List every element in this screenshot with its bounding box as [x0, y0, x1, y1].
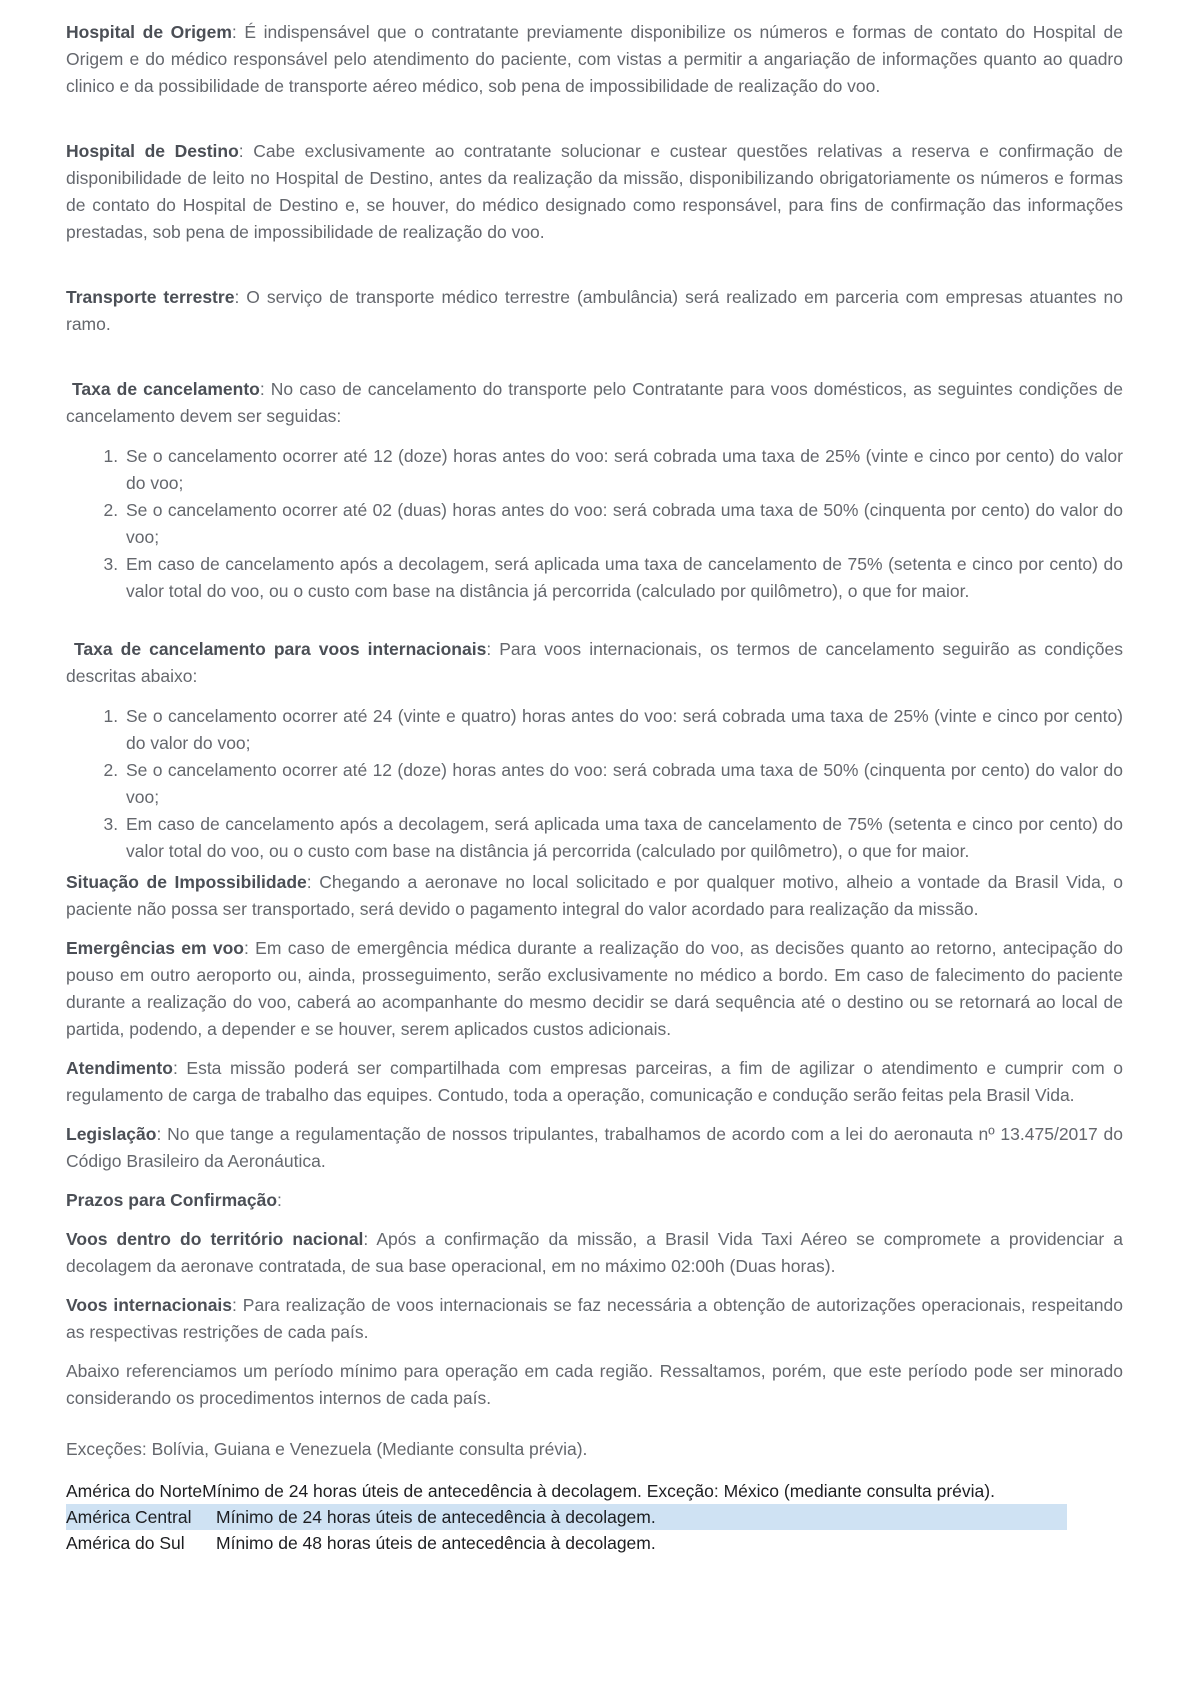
paragraph-atendimento [66, 1055, 1123, 1109]
section-body-periodo-regioes: Abaixo referenciamos um período mínimo para operação em cada região. Ressaltamos, porém, que este período pode ser minorado considerando os procedimentos internos de cada país. [66, 1361, 1123, 1408]
paragraph-transporte-terrestre [66, 284, 1123, 338]
paragraph-hospital-origem [66, 19, 1123, 100]
section-label-situacao-impossibilidade: Situação de Impossibilidade [66, 872, 307, 892]
paragraph-taxa-cancelamento [66, 376, 1123, 430]
section-body-situacao-impossibilidade: : Chegando a aeronave no local solicitado e por qualquer motivo, alheio a vontade da Brasil Vida, o paciente não possa ser transportado, será devido o pagamento integral do valor acordado para realização da missão. [66, 872, 1123, 919]
section-body-excecoes: Exceções: Bolívia, Guiana e Venezuela (Mediante consulta prévia). [66, 1439, 588, 1459]
section-body-voos-internacionais: : Para realização de voos internacionais se faz necessária a obtenção de autorizações operacionais, respeitando as respectivas restrições de cada país. [66, 1295, 1123, 1342]
paragraph-situacao-impossibilidade [66, 869, 1123, 923]
detail-cell: Mínimo de 24 horas úteis de antecedência à decolagem. Exceção: México (mediante consulta prévia). [202, 1480, 995, 1501]
cancel-list-international [66, 703, 1123, 865]
section-body-emergencias-voo: : Em caso de emergência médica durante a realização do voo, as decisões quanto ao retorno, antecipação do pouso em outro aeroporto ou, ainda, prosseguimento, serão exclusivamente no médico a bordo. Em caso de falecimento do paciente durante a realização do voo, caberá ao acompanhante do mesmo decidir se dará sequência até o destino ou se retornará ao local de partida, podendo, a depender e se houver, serem aplicados custos adicionais. [66, 938, 1123, 1039]
detail-cell: Mínimo de 48 horas úteis de antecedência à decolagem. [216, 1532, 656, 1553]
paragraph-voos-internacionais [66, 1292, 1123, 1346]
section-body-taxa-cancelamento-internacional: : Para voos internacionais, os termos de cancelamento seguirão as condições descritas abaixo: [66, 639, 1123, 686]
section-label-voos-nacionais: Voos dentro do território nacional [66, 1229, 364, 1249]
section-body-voos-nacionais: : Após a confirmação da missão, a Brasil Vida Taxi Aéreo se compromete a providenciar a decolagem da aeronave contratada, de sua base operacional, em no máximo 02:00h (Duas horas). [66, 1229, 1124, 1276]
section-label-hospital-origem: Hospital de Origem [66, 22, 232, 42]
detail-cell: Mínimo de 24 horas úteis de antecedência à decolagem. [216, 1506, 656, 1527]
paragraph-excecoes [66, 1436, 1123, 1463]
table-row-america-do-sul [66, 1530, 1067, 1556]
regions-table [66, 1478, 1067, 1556]
cancel-list-domestic [66, 443, 1123, 605]
section-body-legislacao: : No que tange a regulamentação de nossos tripulantes, trabalhamos de acordo com a lei do aeronauta nº 13.475/2017 do Código Brasileiro da Aeronáutica. [66, 1124, 1123, 1171]
list-item: 3. Em caso de cancelamento após a decolagem, será aplicada uma taxa de cancelamento de 75% (setenta e cinco por cento) do valor total do voo, ou o custo com base na distância já percorrida (calculado por quilômetro), o que for maior. [123, 551, 1123, 605]
list-item: 2. Se o cancelamento ocorrer até 12 (doze) horas antes do voo: será cobrada uma taxa de 50% (cinquenta por cento) do valor do voo; [123, 757, 1123, 811]
section-label-legislacao: Legislação [66, 1124, 157, 1144]
section-body-hospital-destino: : Cabe exclusivamente ao contratante solucionar e custear questões relativas a reserva e confirmação de disponibilidade de leito no Hospital de Destino, antes da realização da missão, disponibilizando obrigatoriamente os números e formas de contato do Hospital de Destino e, se houver, do médico designado como responsável, para fins de confirmação das informações prestadas, sob pena de impossibilidade de realização do voo. [66, 141, 1123, 242]
region-cell: América do Sul [66, 1532, 185, 1553]
section-body-hospital-origem: : É indispensável que o contratante previamente disponibilize os números e formas de contato do Hospital de Origem e do médico responsável pelo atendimento do paciente, com vistas a permitir a angariação de informações quanto ao quadro clinico e da possibilidade de transporte aéreo médico, sob pena de impossibilidade de realização do voo. [66, 22, 1123, 96]
paragraph-prazos-confirmacao [66, 1187, 1123, 1214]
paragraph-periodo-regioes [66, 1358, 1123, 1412]
section-label-emergencias-voo: Emergências em voo [66, 938, 244, 958]
section-label-voos-internacionais: Voos internacionais [66, 1295, 233, 1315]
section-label-atendimento: Atendimento [66, 1058, 173, 1078]
list-item: 1. Se o cancelamento ocorrer até 24 (vinte e quatro) horas antes do voo: será cobrada uma taxa de 25% (vinte e cinco por cento) do valor do voo; [123, 703, 1123, 757]
section-label-prazos-confirmacao: Prazos para Confirmação [66, 1190, 278, 1210]
section-body-transporte-terrestre: : O serviço de transporte médico terrestre (ambulância) será realizado em parceria com empresas atuantes no ramo. [66, 287, 1123, 334]
section-label-taxa-cancelamento-internacional: Taxa de cancelamento para voos internacionais [66, 639, 487, 659]
table-row-america-do-norte [66, 1478, 1067, 1504]
section-body-atendimento: : Esta missão poderá ser compartilhada com empresas parceiras, a fim de agilizar o atendimento e cumprir com o regulamento de carga de trabalho das equipes. Contudo, toda a operação, comunicação e condução serão feitas pela Brasil Vida. [66, 1058, 1123, 1105]
paragraph-legislacao [66, 1121, 1123, 1175]
list-item: 3. Em caso de cancelamento após a decolagem, será aplicada uma taxa de cancelamento de 75% (setenta e cinco por cento) do valor total do voo, ou o custo com base na distância já percorrida (calculado por quilômetro), o que for maior. [123, 811, 1123, 865]
section-label-transporte-terrestre: Transporte terrestre [66, 287, 235, 307]
region-cell: América Central [66, 1506, 192, 1527]
paragraph-hospital-destino [66, 138, 1123, 246]
paragraph-taxa-cancelamento-internacional [66, 636, 1123, 690]
paragraph-emergencias-voo [66, 935, 1123, 1043]
list-item: 1. Se o cancelamento ocorrer até 12 (doze) horas antes do voo: será cobrada uma taxa de 25% (vinte e cinco por cento) do valor do voo; [123, 443, 1123, 497]
section-label-taxa-cancelamento: Taxa de cancelamento [66, 379, 260, 399]
section-body-taxa-cancelamento: : No caso de cancelamento do transporte pelo Contratante para voos domésticos, as seguintes condições de cancelamento devem ser seguidas: [66, 379, 1124, 426]
section-body-prazos-confirmacao: : [277, 1190, 282, 1210]
section-label-hospital-destino: Hospital de Destino [66, 141, 239, 161]
paragraph-voos-nacionais [66, 1226, 1123, 1280]
region-cell: América do Norte [66, 1480, 203, 1501]
list-item: 2. Se o cancelamento ocorrer até 02 (duas) horas antes do voo: será cobrada uma taxa de 50% (cinquenta por cento) do valor do voo; [123, 497, 1123, 551]
table-row-america-central [66, 1504, 1067, 1530]
